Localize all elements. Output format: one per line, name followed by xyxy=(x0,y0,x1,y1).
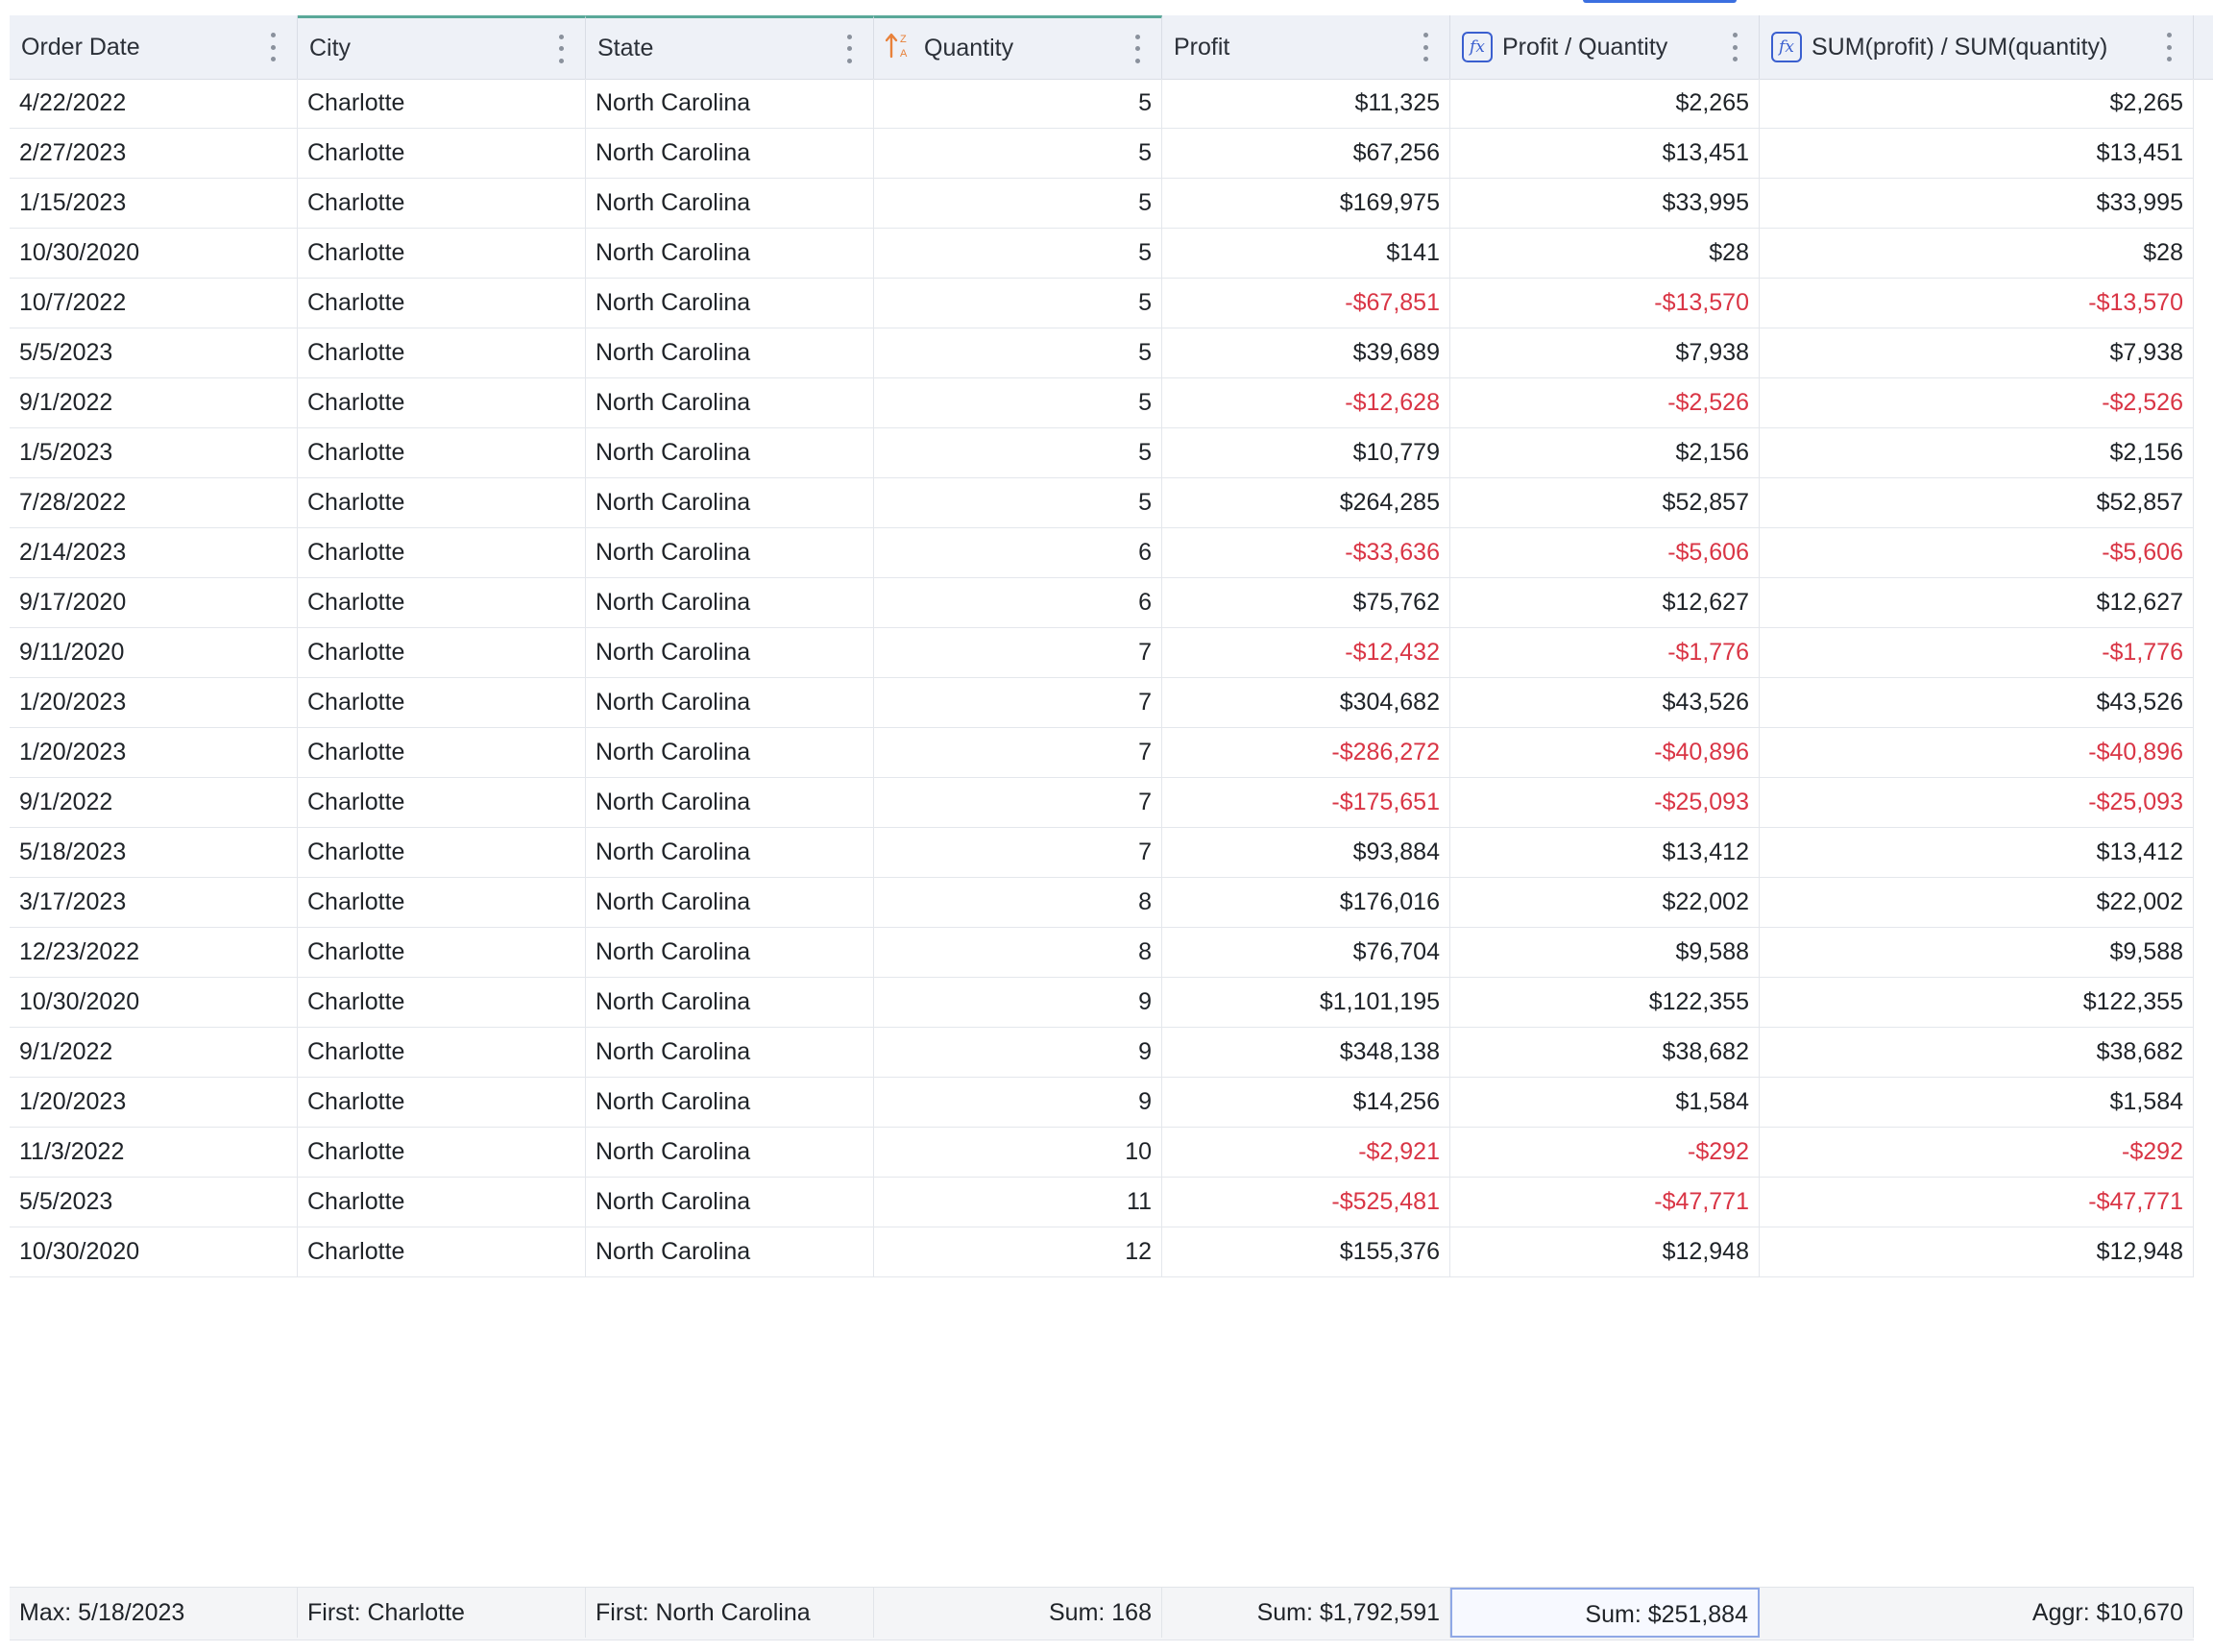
cell-quantity[interactable]: 8 xyxy=(874,878,1162,927)
table-row[interactable] xyxy=(10,328,2194,378)
cell-sum-ratio[interactable]: $13,412 xyxy=(1760,828,2194,877)
svg-text:A: A xyxy=(900,48,908,60)
cell-state[interactable]: North Carolina xyxy=(586,428,874,477)
cell-sum-ratio[interactable]: $22,002 xyxy=(1760,878,2194,927)
svg-text:Z: Z xyxy=(900,34,907,45)
cell-quantity[interactable]: 7 xyxy=(874,678,1162,727)
cell-state[interactable]: North Carolina xyxy=(586,678,874,727)
column-menu-icon[interactable] xyxy=(1732,33,1738,61)
cell-order-date[interactable]: 4/22/2022 xyxy=(10,79,298,128)
cell-city[interactable]: Charlotte xyxy=(298,978,586,1027)
aggregate-sum-ratio[interactable]: Aggr: $10,670 xyxy=(1760,1588,2194,1638)
cell-profit-per-qty[interactable]: -$25,093 xyxy=(1450,778,1760,827)
cell-profit[interactable]: $14,256 xyxy=(1162,1078,1450,1127)
cell-city[interactable]: Charlotte xyxy=(298,578,586,627)
cell-profit[interactable]: $176,016 xyxy=(1162,878,1450,927)
cell-sum-ratio[interactable]: $52,857 xyxy=(1760,478,2194,527)
cell-city[interactable]: Charlotte xyxy=(298,478,586,527)
aggregate-profit-per-qty[interactable]: Sum: $251,884 xyxy=(1450,1588,1760,1638)
column-header-label: SUM(profit) / SUM(quantity) xyxy=(1812,33,2108,61)
cell-quantity[interactable]: 5 xyxy=(874,79,1162,128)
table-row[interactable] xyxy=(10,828,2194,878)
cell-sum-ratio[interactable]: -$1,776 xyxy=(1760,628,2194,677)
cell-order-date[interactable]: 9/1/2022 xyxy=(10,778,298,827)
cell-profit[interactable]: $93,884 xyxy=(1162,828,1450,877)
cell-sum-ratio[interactable]: $43,526 xyxy=(1760,678,2194,727)
cell-profit[interactable]: -$175,651 xyxy=(1162,778,1450,827)
cell-sum-ratio[interactable]: $1,584 xyxy=(1760,1078,2194,1127)
cell-state[interactable]: North Carolina xyxy=(586,578,874,627)
column-header-state[interactable] xyxy=(586,15,874,79)
aggregate-city[interactable]: First: Charlotte xyxy=(298,1588,586,1638)
cell-order-date[interactable]: 9/11/2020 xyxy=(10,628,298,677)
cell-state[interactable]: North Carolina xyxy=(586,1128,874,1177)
cell-profit[interactable]: $76,704 xyxy=(1162,928,1450,977)
cell-city[interactable]: Charlotte xyxy=(298,428,586,477)
cell-profit[interactable]: $1,101,195 xyxy=(1162,978,1450,1027)
cell-quantity[interactable]: 12 xyxy=(874,1227,1162,1276)
cell-quantity[interactable]: 6 xyxy=(874,528,1162,577)
cell-quantity[interactable]: 7 xyxy=(874,628,1162,677)
cell-state[interactable]: North Carolina xyxy=(586,229,874,278)
cell-state[interactable]: North Carolina xyxy=(586,179,874,228)
cell-city[interactable]: Charlotte xyxy=(298,229,586,278)
cell-profit-per-qty[interactable]: $38,682 xyxy=(1450,1028,1760,1077)
column-header-quantity[interactable] xyxy=(874,15,1162,79)
column-header-order-date[interactable] xyxy=(10,15,298,79)
cell-quantity[interactable]: 5 xyxy=(874,129,1162,178)
cell-profit-per-qty[interactable]: $43,526 xyxy=(1450,678,1760,727)
cell-sum-ratio[interactable]: $2,265 xyxy=(1760,79,2194,128)
cell-sum-ratio[interactable]: -$2,526 xyxy=(1760,378,2194,427)
cell-quantity[interactable]: 7 xyxy=(874,828,1162,877)
cell-order-date[interactable]: 9/17/2020 xyxy=(10,578,298,627)
cell-profit[interactable]: $67,256 xyxy=(1162,129,1450,178)
table-row[interactable] xyxy=(10,378,2194,428)
column-header-label: Order Date xyxy=(21,33,140,61)
cell-state[interactable]: North Carolina xyxy=(586,378,874,427)
cell-sum-ratio[interactable]: $7,938 xyxy=(1760,328,2194,377)
cell-order-date[interactable]: 1/20/2023 xyxy=(10,678,298,727)
cell-profit[interactable]: -$67,851 xyxy=(1162,279,1450,328)
cell-state[interactable]: North Carolina xyxy=(586,528,874,577)
cell-profit-per-qty[interactable]: $2,265 xyxy=(1450,79,1760,128)
scroll-indicator[interactable] xyxy=(1583,0,1737,3)
column-menu-icon[interactable] xyxy=(846,35,852,63)
table-row[interactable] xyxy=(10,928,2194,978)
cell-state[interactable]: North Carolina xyxy=(586,878,874,927)
cell-profit[interactable]: $169,975 xyxy=(1162,179,1450,228)
table-row[interactable] xyxy=(10,628,2194,678)
cell-state[interactable]: North Carolina xyxy=(586,628,874,677)
cell-order-date[interactable]: 2/27/2023 xyxy=(10,129,298,178)
cell-order-date[interactable]: 9/1/2022 xyxy=(10,378,298,427)
cell-order-date[interactable]: 1/5/2023 xyxy=(10,428,298,477)
cell-profit[interactable]: -$33,636 xyxy=(1162,528,1450,577)
cell-order-date[interactable]: 11/3/2022 xyxy=(10,1128,298,1177)
column-header-label: City xyxy=(309,35,352,61)
cell-profit-per-qty[interactable]: $33,995 xyxy=(1450,179,1760,228)
cell-quantity[interactable]: 7 xyxy=(874,778,1162,827)
aggregate-state[interactable]: First: North Carolina xyxy=(586,1588,874,1638)
column-header-profit[interactable] xyxy=(1162,15,1450,79)
cell-state[interactable]: North Carolina xyxy=(586,478,874,527)
cell-quantity[interactable]: 9 xyxy=(874,1028,1162,1077)
aggregate-quantity[interactable]: Sum: 168 xyxy=(874,1588,1162,1638)
cell-order-date[interactable]: 5/5/2023 xyxy=(10,1178,298,1227)
column-menu-icon[interactable] xyxy=(1134,35,1140,63)
cell-city[interactable]: Charlotte xyxy=(298,129,586,178)
cell-profit[interactable]: $75,762 xyxy=(1162,578,1450,627)
column-menu-icon[interactable] xyxy=(270,33,276,61)
cell-profit-per-qty[interactable]: $7,938 xyxy=(1450,328,1760,377)
cell-order-date[interactable]: 9/1/2022 xyxy=(10,1028,298,1077)
table-row[interactable] xyxy=(10,428,2194,478)
table-row[interactable] xyxy=(10,279,2194,328)
cell-profit-per-qty[interactable]: $22,002 xyxy=(1450,878,1760,927)
cell-quantity[interactable]: 5 xyxy=(874,478,1162,527)
cell-profit-per-qty[interactable]: -$47,771 xyxy=(1450,1178,1760,1227)
column-header-label: State xyxy=(597,35,654,61)
cell-order-date[interactable]: 12/23/2022 xyxy=(10,928,298,977)
cell-state[interactable]: North Carolina xyxy=(586,978,874,1027)
cell-profit[interactable]: -$525,481 xyxy=(1162,1178,1450,1227)
sort-az-icon[interactable] xyxy=(886,31,912,66)
cell-profit[interactable]: $141 xyxy=(1162,229,1450,278)
grid-body xyxy=(10,79,2194,1277)
cell-order-date[interactable]: 2/14/2023 xyxy=(10,528,298,577)
formula-icon: fx xyxy=(1771,32,1802,62)
cell-sum-ratio[interactable]: -$40,896 xyxy=(1760,728,2194,777)
column-header-label: Profit / Quantity xyxy=(1502,33,1668,61)
cell-order-date[interactable]: 10/7/2022 xyxy=(10,279,298,328)
table-row[interactable] xyxy=(10,978,2194,1028)
cell-profit-per-qty[interactable]: -$40,896 xyxy=(1450,728,1760,777)
cell-city[interactable]: Charlotte xyxy=(298,1128,586,1177)
cell-city[interactable]: Charlotte xyxy=(298,79,586,128)
cell-profit[interactable]: -$2,921 xyxy=(1162,1128,1450,1177)
cell-profit[interactable]: $10,779 xyxy=(1162,428,1450,477)
cell-city[interactable]: Charlotte xyxy=(298,1178,586,1227)
cell-state[interactable]: North Carolina xyxy=(586,79,874,128)
cell-state[interactable]: North Carolina xyxy=(586,1178,874,1227)
cell-order-date[interactable]: 5/5/2023 xyxy=(10,328,298,377)
cell-profit[interactable]: -$12,432 xyxy=(1162,628,1450,677)
table-row[interactable] xyxy=(10,728,2194,778)
cell-quantity[interactable]: 6 xyxy=(874,578,1162,627)
cell-profit[interactable]: $348,138 xyxy=(1162,1028,1450,1077)
cell-sum-ratio[interactable]: -$13,570 xyxy=(1760,279,2194,328)
cell-quantity[interactable]: 10 xyxy=(874,1128,1162,1177)
cell-order-date[interactable]: 10/30/2020 xyxy=(10,978,298,1027)
table-row[interactable] xyxy=(10,878,2194,928)
grid-footer-aggregates xyxy=(10,1587,2194,1640)
cell-quantity[interactable]: 9 xyxy=(874,978,1162,1027)
cell-profit-per-qty[interactable]: -$292 xyxy=(1450,1128,1760,1177)
cell-sum-ratio[interactable]: $38,682 xyxy=(1760,1028,2194,1077)
column-header-label: Profit xyxy=(1174,33,1230,61)
table-row[interactable] xyxy=(10,1028,2194,1078)
cell-quantity[interactable]: 5 xyxy=(874,229,1162,278)
cell-profit[interactable]: $304,682 xyxy=(1162,678,1450,727)
cell-sum-ratio[interactable]: $12,627 xyxy=(1760,578,2194,627)
cell-profit[interactable]: -$286,272 xyxy=(1162,728,1450,777)
cell-sum-ratio[interactable]: -$47,771 xyxy=(1760,1178,2194,1227)
table-row[interactable] xyxy=(10,1178,2194,1227)
cell-profit-per-qty[interactable]: $1,584 xyxy=(1450,1078,1760,1127)
cell-city[interactable]: Charlotte xyxy=(298,179,586,228)
formula-icon: fx xyxy=(1462,32,1493,62)
cell-quantity[interactable]: 5 xyxy=(874,378,1162,427)
cell-sum-ratio[interactable]: $13,451 xyxy=(1760,129,2194,178)
cell-city[interactable]: Charlotte xyxy=(298,678,586,727)
cell-sum-ratio[interactable]: -$292 xyxy=(1760,1128,2194,1177)
column-header-label: Quantity xyxy=(924,35,1014,61)
table-row[interactable] xyxy=(10,229,2194,279)
table-row[interactable] xyxy=(10,1227,2194,1277)
table-row[interactable] xyxy=(10,778,2194,828)
column-menu-icon[interactable] xyxy=(558,35,564,63)
column-header-profit-per-qty[interactable] xyxy=(1450,15,1760,79)
cell-order-date[interactable]: 7/28/2022 xyxy=(10,478,298,527)
cell-state[interactable]: North Carolina xyxy=(586,778,874,827)
cell-order-date[interactable]: 5/18/2023 xyxy=(10,828,298,877)
cell-quantity[interactable]: 5 xyxy=(874,279,1162,328)
cell-city[interactable]: Charlotte xyxy=(298,1028,586,1077)
table-row[interactable] xyxy=(10,528,2194,578)
cell-profit[interactable]: $11,325 xyxy=(1162,79,1450,128)
cell-profit-per-qty[interactable]: $13,451 xyxy=(1450,129,1760,178)
column-header-city[interactable] xyxy=(298,15,586,79)
column-header-sum-ratio[interactable] xyxy=(1760,15,2194,79)
cell-city[interactable]: Charlotte xyxy=(298,928,586,977)
cell-quantity[interactable]: 5 xyxy=(874,328,1162,377)
cell-state[interactable]: North Carolina xyxy=(586,1078,874,1127)
cell-city[interactable]: Charlotte xyxy=(298,528,586,577)
cell-quantity[interactable]: 5 xyxy=(874,179,1162,228)
cell-city[interactable]: Charlotte xyxy=(298,328,586,377)
grid-header xyxy=(10,15,2194,80)
header-gutter xyxy=(2194,15,2213,80)
cell-sum-ratio[interactable]: -$25,093 xyxy=(1760,778,2194,827)
cell-quantity[interactable]: 7 xyxy=(874,728,1162,777)
cell-sum-ratio[interactable]: $9,588 xyxy=(1760,928,2194,977)
cell-state[interactable]: North Carolina xyxy=(586,129,874,178)
cell-quantity[interactable]: 8 xyxy=(874,928,1162,977)
cell-city[interactable]: Charlotte xyxy=(298,628,586,677)
cell-order-date[interactable]: 1/20/2023 xyxy=(10,1078,298,1127)
table-row[interactable] xyxy=(10,1078,2194,1128)
cell-sum-ratio[interactable]: $2,156 xyxy=(1760,428,2194,477)
cell-profit[interactable]: $264,285 xyxy=(1162,478,1450,527)
cell-profit-per-qty[interactable]: $52,857 xyxy=(1450,478,1760,527)
cell-city[interactable]: Charlotte xyxy=(298,1227,586,1276)
cell-profit-per-qty[interactable]: $12,627 xyxy=(1450,578,1760,627)
cell-state[interactable]: North Carolina xyxy=(586,728,874,777)
cell-profit-per-qty[interactable]: -$2,526 xyxy=(1450,378,1760,427)
table-row[interactable] xyxy=(10,578,2194,628)
cell-profit-per-qty[interactable]: $12,948 xyxy=(1450,1227,1760,1276)
cell-state[interactable]: North Carolina xyxy=(586,328,874,377)
cell-city[interactable]: Charlotte xyxy=(298,878,586,927)
cell-order-date[interactable]: 1/15/2023 xyxy=(10,179,298,228)
column-menu-icon[interactable] xyxy=(2166,33,2172,61)
cell-order-date[interactable]: 10/30/2020 xyxy=(10,1227,298,1276)
cell-state[interactable]: North Carolina xyxy=(586,928,874,977)
table-row[interactable] xyxy=(10,1128,2194,1178)
cell-profit-per-qty[interactable]: -$5,606 xyxy=(1450,528,1760,577)
cell-profit[interactable]: $39,689 xyxy=(1162,328,1450,377)
cell-state[interactable]: North Carolina xyxy=(586,1028,874,1077)
table-row[interactable] xyxy=(10,179,2194,229)
cell-city[interactable]: Charlotte xyxy=(298,279,586,328)
cell-city[interactable]: Charlotte xyxy=(298,778,586,827)
cell-profit-per-qty[interactable]: -$1,776 xyxy=(1450,628,1760,677)
cell-profit-per-qty[interactable]: $9,588 xyxy=(1450,928,1760,977)
aggregate-profit[interactable]: Sum: $1,792,591 xyxy=(1162,1588,1450,1638)
table-row[interactable] xyxy=(10,678,2194,728)
table-row[interactable] xyxy=(10,478,2194,528)
cell-quantity[interactable]: 11 xyxy=(874,1178,1162,1227)
cell-sum-ratio[interactable]: -$5,606 xyxy=(1760,528,2194,577)
cell-profit-per-qty[interactable]: $2,156 xyxy=(1450,428,1760,477)
cell-profit[interactable]: -$12,628 xyxy=(1162,378,1450,427)
cell-order-date[interactable]: 1/20/2023 xyxy=(10,728,298,777)
cell-quantity[interactable]: 5 xyxy=(874,428,1162,477)
cell-city[interactable]: Charlotte xyxy=(298,378,586,427)
cell-profit-per-qty[interactable]: $13,412 xyxy=(1450,828,1760,877)
cell-profit-per-qty[interactable]: -$13,570 xyxy=(1450,279,1760,328)
cell-order-date[interactable]: 3/17/2023 xyxy=(10,878,298,927)
cell-city[interactable]: Charlotte xyxy=(298,728,586,777)
cell-profit[interactable]: $155,376 xyxy=(1162,1227,1450,1276)
cell-state[interactable]: North Carolina xyxy=(586,1227,874,1276)
cell-sum-ratio[interactable]: $28 xyxy=(1760,229,2194,278)
cell-sum-ratio[interactable]: $122,355 xyxy=(1760,978,2194,1027)
aggregate-order-date[interactable]: Max: 5/18/2023 xyxy=(10,1588,298,1638)
table-row[interactable] xyxy=(10,79,2194,129)
table-row[interactable] xyxy=(10,129,2194,179)
data-grid xyxy=(10,0,2194,1652)
cell-order-date[interactable]: 10/30/2020 xyxy=(10,229,298,278)
cell-sum-ratio[interactable]: $12,948 xyxy=(1760,1227,2194,1276)
cell-city[interactable]: Charlotte xyxy=(298,1078,586,1127)
cell-sum-ratio[interactable]: $33,995 xyxy=(1760,179,2194,228)
column-menu-icon[interactable] xyxy=(1423,33,1428,61)
cell-state[interactable]: North Carolina xyxy=(586,279,874,328)
cell-city[interactable]: Charlotte xyxy=(298,828,586,877)
cell-state[interactable]: North Carolina xyxy=(586,828,874,877)
cell-profit-per-qty[interactable]: $28 xyxy=(1450,229,1760,278)
cell-quantity[interactable]: 9 xyxy=(874,1078,1162,1127)
cell-profit-per-qty[interactable]: $122,355 xyxy=(1450,978,1760,1027)
